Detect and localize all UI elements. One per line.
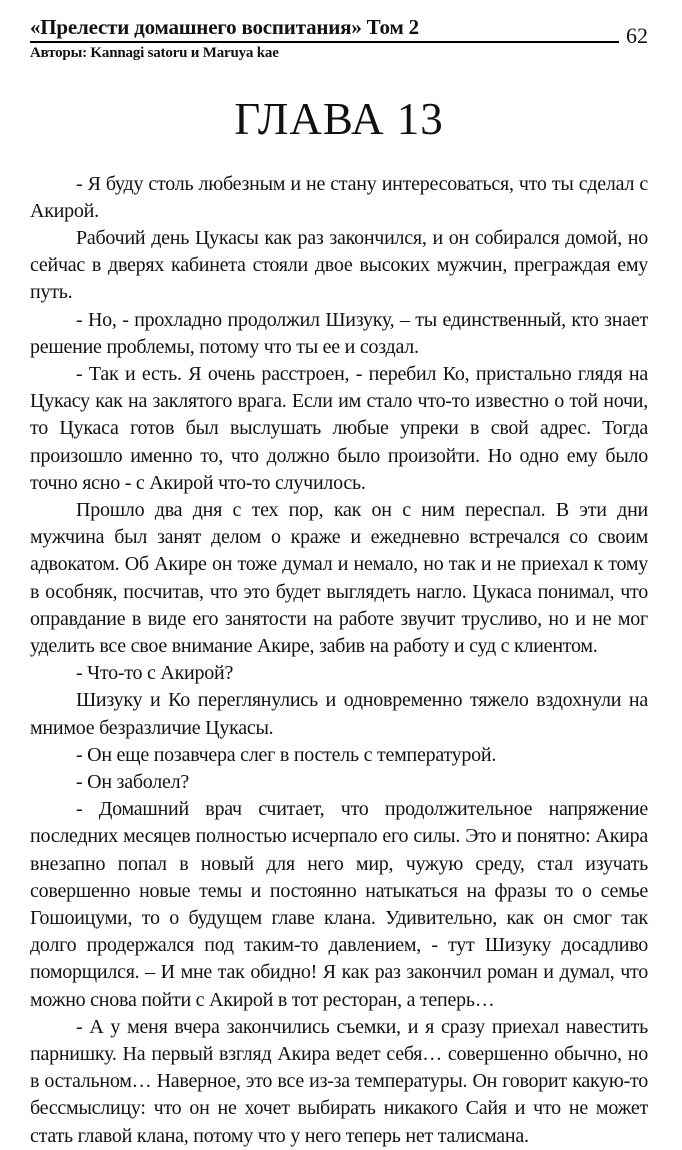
- book-title: «Прелести домашнего воспитания» Том 2: [30, 15, 419, 39]
- paragraph: - Я буду столь любезным и не стану интересоваться, что ты сделал с Акирой.: [30, 172, 648, 222]
- authors-line: Авторы: Kannagi satoru и Maruya kae: [30, 45, 279, 61]
- paragraph: - Он еще позавчера слег в постель с температурой.: [76, 743, 497, 766]
- paragraph: - А у меня вчера закончились съемки, и я сразу приехал навестить парнишку. На первый взгляд Акира ведет себя… совершенно обычно, но в остальном… Наверное, это все из-за температуры. Он говорит какую-то бессмыслицу: что он не хочет выбирать никакого Сайя и что не может стать главой клана, потому что у него теперь нет талисмана.: [30, 1015, 648, 1147]
- chapter-text: [30, 171, 648, 1150]
- paragraph: - Но, - прохладно продолжил Шизуку, – ты единственный, кто знает решение проблемы, потому что ты ее и создал.: [30, 308, 648, 358]
- paragraph: Шизуку и Ко переглянулись и одновременно тяжело вздохнули на мнимое безразличие Цукасы.: [30, 689, 648, 739]
- chapter-title: ГЛАВА 13: [234, 94, 444, 144]
- paragraph: Прошло два дня с тех пор, как он с ним переспал. В эти дни мужчина был занят делом о краже и ежедневно встречался со своим адвокатом. Об Акире он тоже думал и немало, но так и не приехал к тому в особняк, посчитав, что это будет выглядеть нагло. Цукаса понимал, что оправдание в виде его занятости на работе звучит трусливо, но и не мог уделить все свое внимание Акире, забив на работу и суд с клиентом.: [30, 498, 648, 657]
- header-rule: [30, 15, 619, 43]
- page-header: [30, 15, 648, 48]
- paragraph: - Он заболел?: [76, 770, 189, 793]
- paragraph: - Домашний врач считает, что продолжительное напряжение последних месяцев полностью исчерпало его силы. Это и понятно: Акира внезапно попал в новый для него мир, чужую среду, стал изучать совершенно новые темы и постоянно натыкаться на фразы то о семье Гошоицуми, то о будущем главе клана. Удивительно, как он смог так долго продержался под таким-то давлением, - тут Шизуку досадливо поморщился. – И мне так обидно! Я как раз закончил роман и думал, что можно снова пойти с Акирой в тот ресторан, а теперь…: [30, 798, 648, 1011]
- paragraph: - Так и есть. Я очень расстроен, - перебил Ко, пристально глядя на Цукасу как на заклятого врага. Если им стало что-то известно о той ночи, то Цукаса готов был выслушать любые упреки в свой адрес. Тогда произошло именно то, что должно было произойти. Но одно ему было точно ясно - с Акирой что-то случилось.: [30, 362, 648, 494]
- paragraph: - Что-то с Акирой?: [76, 662, 234, 685]
- page-number: 62: [626, 23, 648, 48]
- paragraph: Рабочий день Цукасы как раз закончился, и он собирался домой, но сейчас в дверях кабинета стояли двое высоких мужчин, преграждая ему путь.: [30, 226, 648, 304]
